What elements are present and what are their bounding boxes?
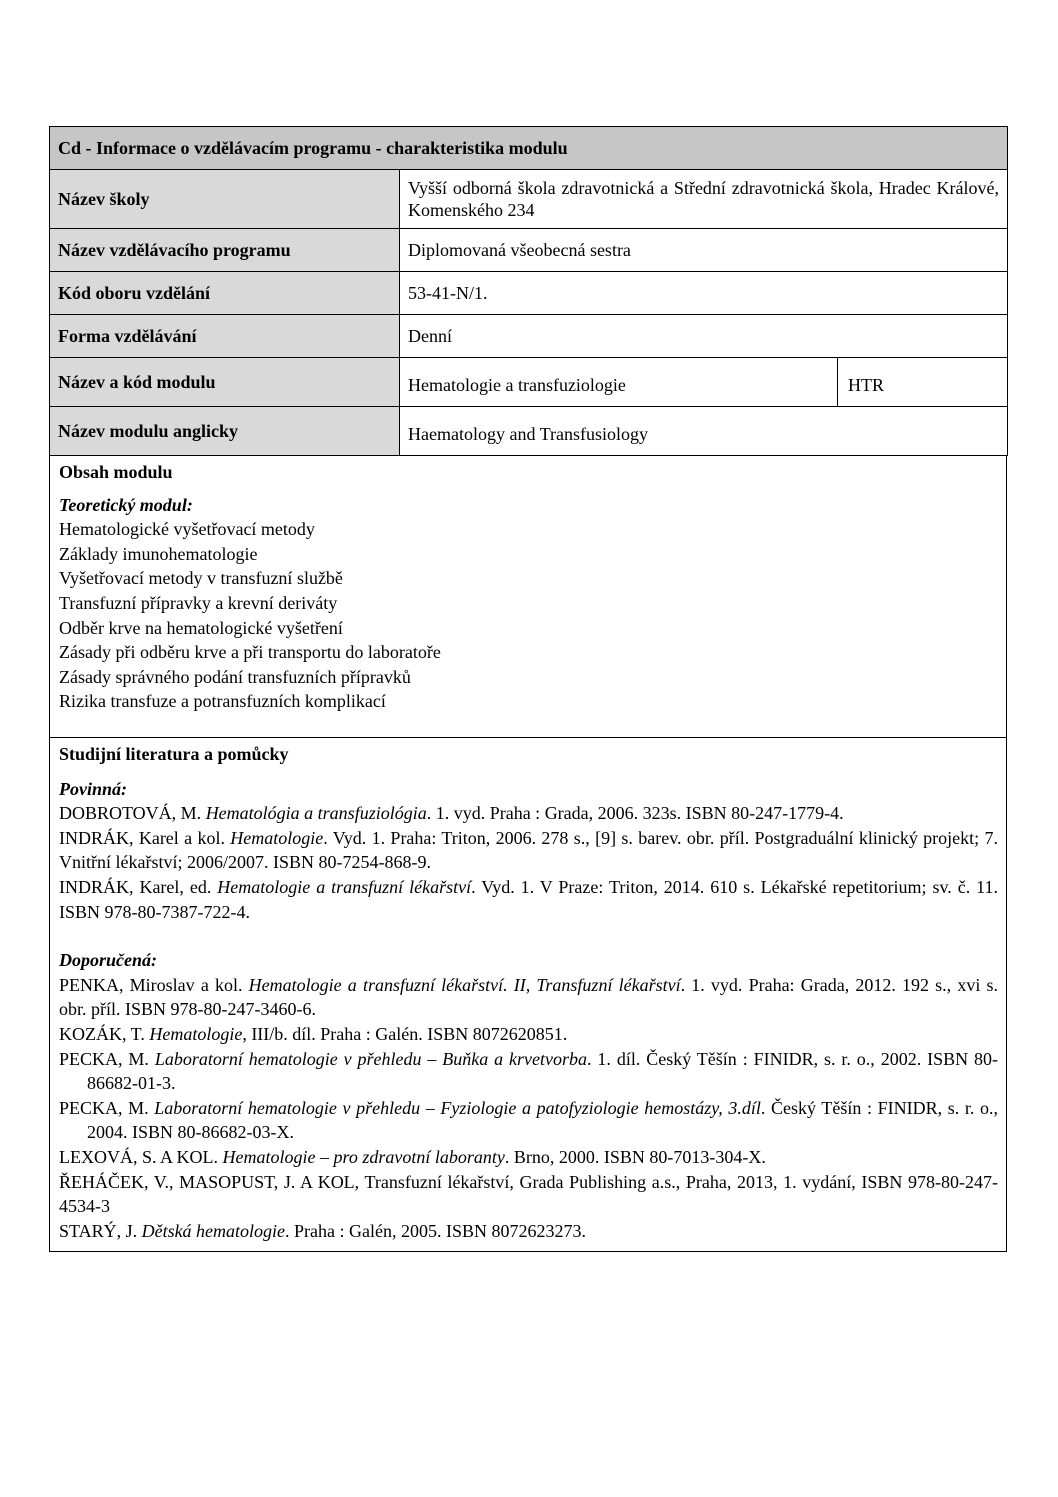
field-code-label: Kód oboru vzdělání bbox=[50, 272, 400, 315]
reference-title: Laboratorní hematologie v přehledu – Fyziologie a patofyziologie hemostázy, 3.díl bbox=[154, 1097, 761, 1118]
content-item: Základy imunohematologie bbox=[59, 543, 258, 564]
reference-title: Dětská hematologie bbox=[141, 1220, 286, 1241]
content-item: Zásady správného podání transfuzních přípravků bbox=[59, 666, 411, 687]
form-value: Denní bbox=[400, 315, 1008, 358]
reference-entry bbox=[59, 1022, 998, 1047]
school-label: Název školy bbox=[50, 170, 400, 229]
content-item: Vyšetřovací metody v transfuzní službě bbox=[59, 568, 343, 589]
reference-entry bbox=[59, 973, 998, 1022]
reference-details: . Vyd. 1. Praha: Triton, 2006. 278 s., [9] s. barev. obr. příl. Postgraduální klinický projekt; 7. Vnitřní lékařství; 2006/2007. ISBN 80-7254-868-9. bbox=[59, 827, 998, 873]
reference-entry bbox=[59, 1047, 998, 1096]
reference-title: Hematologie a transfuzní lékařství bbox=[217, 876, 472, 897]
program-label: Název vzdělávacího programu bbox=[50, 229, 400, 272]
content-item: Hematologické vyšetřovací metody bbox=[59, 519, 315, 540]
reference-author: KOZÁK, T. bbox=[59, 1023, 150, 1044]
program-value: Diplomovaná všeobecná sestra bbox=[400, 229, 1008, 272]
recommended-list bbox=[59, 973, 998, 1244]
reference-author: PECKA, M. bbox=[59, 1097, 155, 1118]
reference-title: Hematologie – pro zdravotní laboranty bbox=[222, 1146, 505, 1167]
reference-entry bbox=[59, 1219, 998, 1244]
reference-details: . Brno, 2000. ISBN 80-7013-304-X. bbox=[504, 1146, 766, 1167]
reference-details: . Praha : Galén, 2005. ISBN 8072623273. bbox=[285, 1220, 587, 1241]
spacer bbox=[59, 924, 998, 948]
module-en-value: Haematology and Transfusiology bbox=[400, 407, 1008, 456]
module-content-section bbox=[49, 456, 1007, 738]
reference-details: , III/b. díl. Praha : Galén. ISBN 8072620851. bbox=[242, 1023, 568, 1044]
mandatory-label: Povinná: bbox=[59, 778, 128, 799]
reference-author: INDRÁK, Karel a kol. bbox=[59, 827, 231, 848]
content-subtitle: Teoretický modul: bbox=[59, 494, 193, 515]
reference-title: Hematologie bbox=[230, 827, 324, 848]
reference-title: Hematológia a transfuziológia bbox=[205, 803, 427, 824]
form-label: Forma vzdělávání bbox=[50, 315, 400, 358]
reference-title: Hematologie a transfuzní lékařství. II, Transfuzní lékařství bbox=[248, 974, 681, 995]
reference-details: . Český Těšín : FINIDR, s. r. o., 2004. ISBN 80-86682-03-X. bbox=[87, 1097, 998, 1143]
page-title: Cd - Informace o vzdělávacím programu - charakteristika modulu bbox=[50, 127, 1008, 170]
mandatory-list bbox=[59, 801, 998, 924]
content-item: Rizika transfuze a potransfuzních komplikací bbox=[59, 691, 386, 712]
reference-author: PENKA, Miroslav a kol. bbox=[59, 974, 249, 995]
content-item: Odběr krve na hematologické vyšetření bbox=[59, 617, 343, 638]
reference-entry bbox=[59, 875, 998, 924]
module-value: Hematologie a transfuziologie bbox=[400, 358, 838, 407]
reference-author: ŘEHÁČEK, V., MASOPUST, J. A KOL, Transfuzní lékařství, Grada Publishing a.s., Praha, 2013, 1. vydání, ISBN 978-80-247-4534-3 bbox=[59, 1171, 998, 1217]
school-value: Vyšší odborná škola zdravotnická a Střední zdravotnická škola, Hradec Králové, Komenského 234 bbox=[400, 170, 1008, 229]
reference-author: STARÝ, J. bbox=[59, 1220, 142, 1241]
content-title: Obsah modulu bbox=[59, 462, 173, 482]
reference-details: . 1. díl. Český Těšín : FINIDR, s. r. o., 2002. ISBN 80-86682-01-3. bbox=[87, 1048, 998, 1094]
reference-author: PECKA, M. bbox=[59, 1048, 155, 1069]
reference-author: LEXOVÁ, S. A KOL. bbox=[59, 1146, 223, 1167]
reference-entry bbox=[59, 1145, 998, 1170]
reference-details: . Vyd. 1. V Praze: Triton, 2014. 610 s. Lékařské repetitorium; sv. č. 11. ISBN 978-80-7387-722-4. bbox=[59, 876, 998, 922]
module-label: Název a kód modulu bbox=[50, 358, 400, 407]
reference-details: . 1. vyd. Praha : Grada, 2006. 323s. ISBN 80-247-1779-4. bbox=[426, 803, 844, 824]
reference-title: Laboratorní hematologie v přehledu – Buňka a krvetvorba bbox=[154, 1048, 588, 1069]
reference-title: Hematologie bbox=[149, 1023, 243, 1044]
content-item: Transfuzní přípravky a krevní deriváty bbox=[59, 592, 338, 613]
field-code-value: 53-41-N/1. bbox=[400, 272, 1008, 315]
module-sheet bbox=[49, 126, 1007, 1252]
reference-author: DOBROTOVÁ, M. bbox=[59, 803, 206, 824]
reference-entry bbox=[59, 826, 998, 875]
reference-entry bbox=[59, 1096, 998, 1145]
literature-title: Studijní literatura a pomůcky bbox=[59, 744, 289, 764]
reference-details: . 1. vyd. Praha: Grada, 2012. 192 s., xvi s. obr. příl. ISBN 978-80-247-3460-6. bbox=[59, 974, 999, 1020]
module-en-label: Název modulu anglicky bbox=[50, 407, 400, 456]
module-code: HTR bbox=[838, 358, 1008, 407]
module-info-table bbox=[49, 126, 1008, 456]
reference-author: INDRÁK, Karel, ed. bbox=[59, 876, 218, 897]
reference-entry bbox=[59, 801, 998, 826]
literature-section bbox=[49, 738, 1007, 1252]
content-list bbox=[59, 517, 998, 714]
recommended-label: Doporučená: bbox=[59, 950, 157, 971]
reference-entry bbox=[59, 1170, 998, 1219]
content-item: Zásady při odběru krve a při transportu do laboratoře bbox=[59, 642, 441, 663]
